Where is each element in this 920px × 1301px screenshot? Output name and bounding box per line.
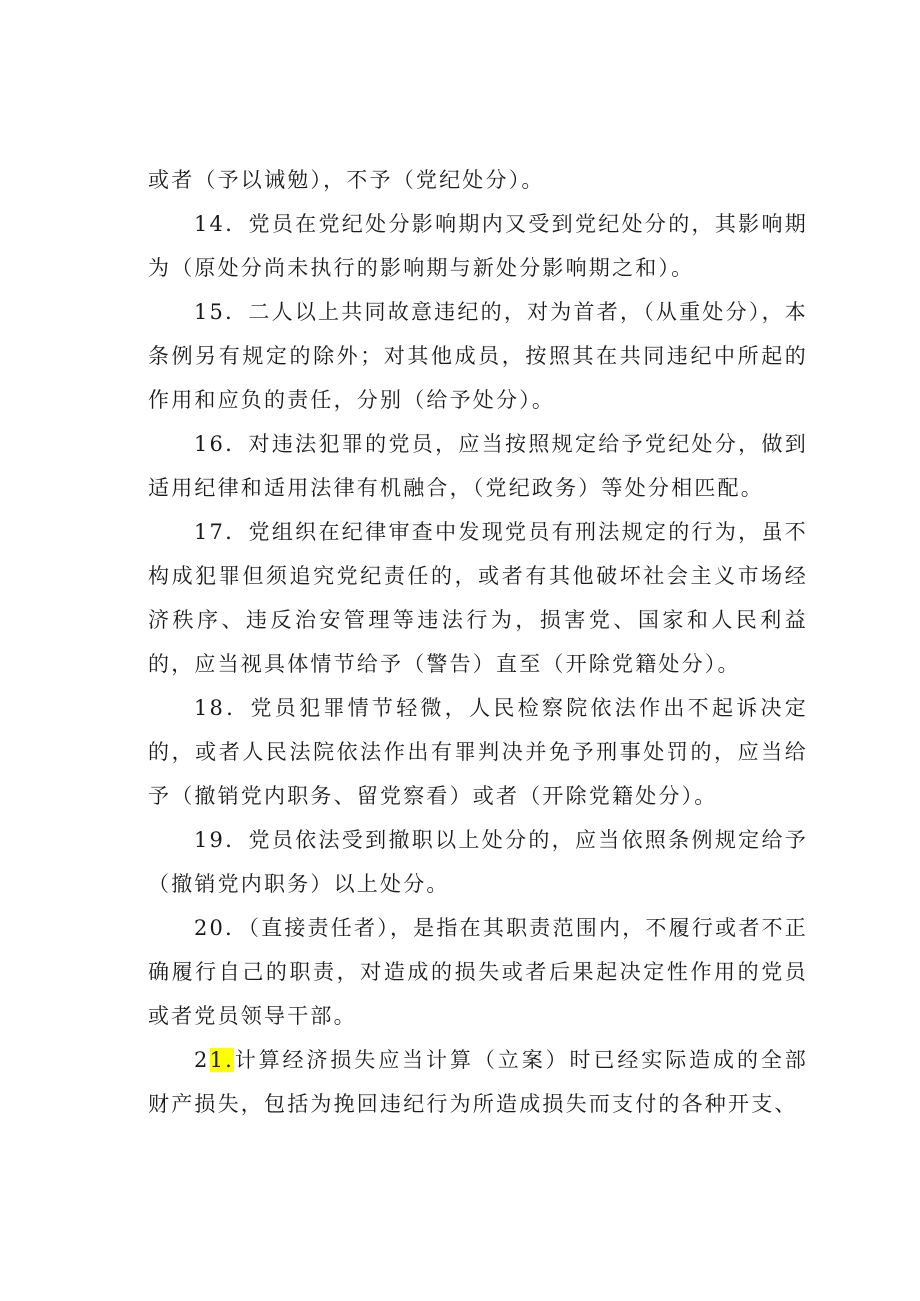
paragraph-item-15: 15．二人以上共同故意违纪的，对为首者，（从重处分），本条例另有规定的除外；对其他成员，按照其在共同违纪中所起的作用和应负的责任，分别（给予处分）。 [148,300,808,412]
paragraph-item-21 [148,1038,808,1126]
item-number-prefix: 2 [194,1048,210,1072]
document-body [148,158,808,1126]
paragraph-item-20: 20．（直接责任者），是指在其职责范围内，不履行或者不正确履行自己的职责，对造成的损失或者后果起决定性作用的党员或者党员领导干部。 [148,916,808,1028]
paragraph-item-14: 14．党员在党纪处分影响期内又受到党纪处分的，其影响期为（原处分尚未执行的影响期与新处分影响期之和）。 [148,212,808,280]
paragraph-item-18: 18．党员犯罪情节轻微，人民检察院依法作出不起诉决定的，或者人民法院依法作出有罪判决并免予刑事处罚的，应当给予（撤销党内职务、留党察看）或者（开除党籍处分）。 [148,696,808,808]
paragraph-item-21-text: 计算经济损失应当计算（立案）时已经实际造成的全部财产损失，包括为挽回违纪行为所造成损失而支付的各种开支、 [148,1048,808,1116]
paragraph-item-19: 19．党员依法受到撤职以上处分的，应当依照条例规定给予（撤销党内职务）以上处分。 [148,828,808,896]
paragraph-item-17: 17．党组织在纪律审查中发现党员有刑法规定的行为，虽不构成犯罪但须追究党纪责任的，或者有其他破坏社会主义市场经济秩序、违反治安管理等违法行为，损害党、国家和人民利益的，应当视具体情节给予（警告）直至（开除党籍处分）。 [148,520,808,676]
highlighted-item-number: 1. [209,1048,234,1072]
paragraph-item-16: 16．对违法犯罪的党员，应当按照规定给予党纪处分，做到适用纪律和适用法律有机融合，（党纪政务）等处分相匹配。 [148,432,808,500]
paragraph-continuation: 或者（予以诫勉），不予（党纪处分）。 [148,168,545,192]
